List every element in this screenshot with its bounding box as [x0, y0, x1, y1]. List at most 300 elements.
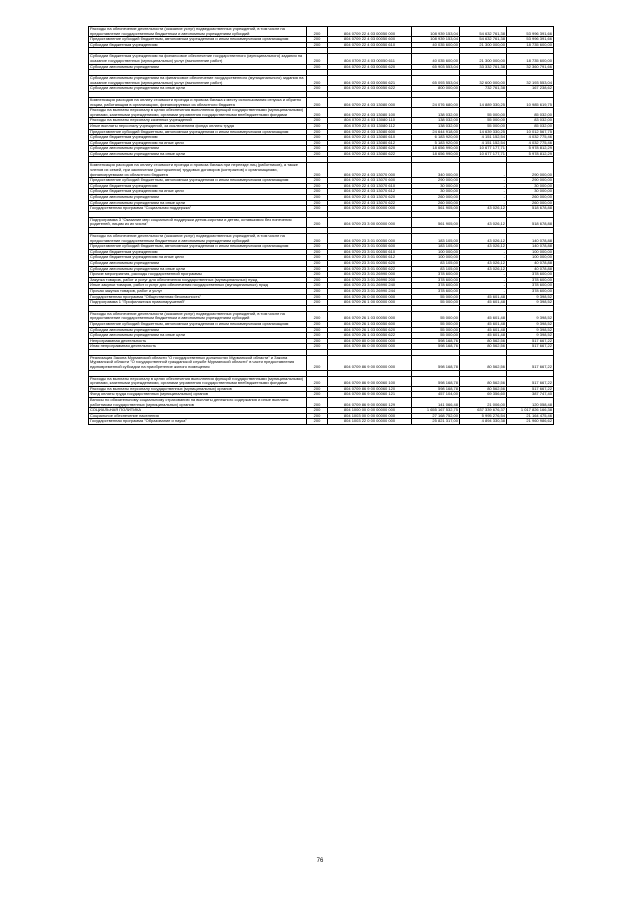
row-code: 200	[307, 327, 328, 333]
row-approved-amount: 5 183 920,00	[412, 140, 460, 146]
row-executed-amount: 21 006,00	[460, 398, 507, 408]
row-description: Подпрограмма 1 "Профилактика правонарушений"	[89, 300, 307, 306]
table-row	[89, 163, 554, 178]
row-description: Субсидии автономным учреждениям	[89, 260, 307, 266]
row-budget-code: 804 0709 23 3 01 00050 000	[328, 234, 412, 244]
row-code: 200	[307, 129, 328, 135]
row-description: Государственная программа "Образование и наука"	[89, 419, 307, 425]
row-description: Иная непрограммная деятельность	[89, 344, 307, 350]
row-description: Субсидии автономным учреждениям	[89, 195, 307, 201]
table-row	[89, 355, 554, 370]
row-budget-code: 804 0709 86 9 00 00000 000	[328, 355, 412, 370]
row-approved-amount: 457 104,00	[412, 392, 460, 398]
row-budget-code: 804 0709 22 4 03 13080 620	[328, 146, 412, 152]
row-unexecuted-amount: 21 960 986,62	[507, 419, 554, 425]
row-description: Расходы на выплаты персоналу государственных (муниципальных) органов	[89, 386, 307, 392]
row-executed-amount: 45 601,48	[460, 327, 507, 333]
row-code: 200	[307, 408, 328, 414]
row-unexecuted-amount: 378 600,00	[507, 277, 554, 283]
row-executed-amount: 45 601,48	[460, 311, 507, 321]
row-description: Расходы на обеспечение деятельности (оказание услуг) подведомственных учреждений, в том числе на предоставление государственным бюджетным и автономным учреждениям субсидий	[89, 311, 307, 321]
row-approved-amount: 108 939 153,04	[412, 27, 460, 37]
row-approved-amount: 598 168,78	[412, 376, 460, 386]
table-body	[89, 27, 554, 425]
row-approved-amount: 378 600,00	[412, 277, 460, 283]
row-executed-amount: 4 894 330,38	[460, 419, 507, 425]
row-executed-amount: 32 600 000,00	[460, 76, 507, 86]
row-code: 200	[307, 178, 328, 184]
row-budget-code: 804 0709 22 4 03 13080 112	[328, 123, 412, 129]
row-executed-amount: 80 562,56	[460, 338, 507, 344]
row-approved-amount: 30 000,00	[412, 189, 460, 195]
table-row	[89, 419, 554, 425]
row-unexecuted-amount: 53 996 391,66	[507, 27, 554, 37]
table-row	[89, 108, 554, 118]
table-row	[89, 76, 554, 86]
row-unexecuted-amount: 378 600,00	[507, 272, 554, 278]
row-executed-amount: 43 026,12	[460, 217, 507, 227]
row-description: Иные закупки товаров, работ и услуг для обеспечения государственных (муниципальных) нужд	[89, 283, 307, 289]
row-code: 200	[307, 386, 328, 392]
row-approved-amount: 378 600,00	[412, 288, 460, 294]
row-unexecuted-amount: 378 600,00	[507, 283, 554, 289]
row-unexecuted-amount: 21 164 475,46	[507, 413, 554, 419]
row-executed-amount: -	[460, 249, 507, 255]
row-code: 200	[307, 189, 328, 195]
table-row	[89, 398, 554, 408]
row-executed-amount: 14 889 330,25	[460, 97, 507, 107]
row-unexecuted-amount: 167 238,62	[507, 86, 554, 92]
row-budget-code: 804 1003 00 0 00 00000 000	[328, 413, 412, 419]
row-code: 200	[307, 108, 328, 118]
row-budget-code: 804 0709 22 4 03 13070 600	[328, 178, 412, 184]
row-description: Расходы на обеспечение деятельности (оказание услуг) подведомственных учреждений, в том числе на предоставление государственным бюджетным и автономным учреждениям субсидий	[89, 27, 307, 37]
row-code: 200	[307, 217, 328, 227]
row-unexecuted-amount: 387 747,40	[507, 392, 554, 398]
row-executed-amount: 732 761,38	[460, 86, 507, 92]
row-code: 200	[307, 135, 328, 141]
table-row	[89, 234, 554, 244]
row-description: Реализация Закона Мурманской области "О государственных должностях Мурманской области" и Закона Мурманской области "О государственной гражданской службе Мурманской области" в части предоставления единовременной субсидии на приобретение жилого помещения	[89, 355, 307, 370]
row-approved-amount: 65 903 553,04	[412, 64, 460, 70]
row-description: Взносы по обязательному социальному страхованию на выплаты денежного содержания и иные выплаты работникам государственных (муниципальных) органов	[89, 398, 307, 408]
row-executed-amount: 43 026,12	[460, 266, 507, 272]
row-unexecuted-amount: 9 398,52	[507, 311, 554, 321]
row-approved-amount: 141 066,48	[412, 398, 460, 408]
row-unexecuted-amount: 518 678,88	[507, 217, 554, 227]
row-approved-amount: 18 656 990,00	[412, 151, 460, 157]
row-budget-code: 804 0709 22 4 03 13080 100	[328, 108, 412, 118]
row-budget-code: 804 0709 22 4 03 00050 000	[328, 27, 412, 37]
row-code: 200	[307, 76, 328, 86]
row-approved-amount: 108 939 153,04	[412, 37, 460, 43]
row-unexecuted-amount: 517 667,22	[507, 338, 554, 344]
row-code: 200	[307, 260, 328, 266]
row-approved-amount: 18 656 990,00	[412, 146, 460, 152]
row-description: Предоставление субсидий бюджетным, автономным учреждениям и иным некоммерческим организациям	[89, 244, 307, 250]
row-executed-amount: 55 000,00	[460, 123, 507, 129]
row-executed-amount: 80 562,56	[460, 386, 507, 392]
row-description: СОЦИАЛЬНАЯ ПОЛИТИКА	[89, 408, 307, 414]
row-budget-code: 804 0709 86 9 00 00060 120	[328, 386, 412, 392]
row-approved-amount: 138 032,00	[412, 108, 460, 118]
row-code: 200	[307, 54, 328, 64]
row-budget-code: 804 0709 86 9 00 00060 121	[328, 392, 412, 398]
row-approved-amount: 340 000,00	[412, 163, 460, 178]
row-budget-code: 804 0709 86 0 00 00000 000	[328, 344, 412, 350]
row-code: 200	[307, 42, 328, 48]
row-budget-code: 804 0709 22 4 03 13080 610	[328, 135, 412, 141]
row-budget-code: 804 0709 86 9 00 00060 129	[328, 398, 412, 408]
row-unexecuted-amount: 140 078,88	[507, 234, 554, 244]
row-description: Расходы на выплаты персоналу в целях обеспечения выполнения функций государственными (муниципальными) органами, казенными учреждениями, органами управления государственными внебюджетными фондами	[89, 376, 307, 386]
row-unexecuted-amount: 85 032,00	[507, 123, 554, 129]
row-code: 200	[307, 27, 328, 37]
row-description: Социальное обеспечение населения	[89, 413, 307, 419]
row-unexecuted-amount: 4 032 775,46	[507, 140, 554, 146]
row-approved-amount: 24 644 918,00	[412, 129, 460, 135]
row-executed-amount: 80 562,56	[460, 355, 507, 370]
row-budget-code: 804 0709 23 3 01 00050 612	[328, 255, 412, 261]
row-executed-amount: 10 677 177,71	[460, 146, 507, 152]
row-budget-code: 804 0709 23 3 01 26990 240	[328, 283, 412, 289]
row-approved-amount: 65 093 553,04	[412, 76, 460, 86]
row-description: Субсидии бюджетным учреждениям	[89, 183, 307, 189]
row-code: 200	[307, 398, 328, 408]
row-unexecuted-amount: 40 078,88	[507, 266, 554, 272]
row-description: Субсидии бюджетным учреждениям на иные цели	[89, 140, 307, 146]
row-code: 200	[307, 272, 328, 278]
row-executed-amount: 45 601,48	[460, 294, 507, 300]
row-unexecuted-amount: 518 678,88	[507, 206, 554, 212]
row-unexecuted-amount: 100 000,00	[507, 249, 554, 255]
row-budget-code: 804 0709 22 4 03 00050 621	[328, 76, 412, 86]
row-approved-amount: 260 000,00	[412, 200, 460, 206]
row-budget-code: 804 0709 26 1 03 00050 620	[328, 327, 412, 333]
row-code: 200	[307, 140, 328, 146]
row-code: 200	[307, 376, 328, 386]
row-budget-code: 804 0709 22 4 03 13070 620	[328, 195, 412, 201]
row-unexecuted-amount: 140 078,88	[507, 244, 554, 250]
row-budget-code: 804 0709 26 0 00 00000 000	[328, 294, 412, 300]
row-unexecuted-amount: 32 360 791,66	[507, 64, 554, 70]
row-executed-amount: -	[460, 283, 507, 289]
row-code: 200	[307, 321, 328, 327]
row-description: Субсидии автономным учреждениям	[89, 64, 307, 70]
row-description: Закупка товаров, работ и услуг для обеспечения государственных (муниципальных) нужд	[89, 277, 307, 283]
row-description: Предоставление субсидий бюджетным, автономным учреждениям и иным некоммерческим организациям	[89, 129, 307, 135]
row-unexecuted-amount: 517 667,22	[507, 355, 554, 370]
row-code: 200	[307, 344, 328, 350]
row-unexecuted-amount: 100 000,00	[507, 255, 554, 261]
row-unexecuted-amount: 9 398,52	[507, 333, 554, 339]
row-executed-amount: 14 639 330,25	[460, 129, 507, 135]
row-description: Непрограммная деятельность	[89, 338, 307, 344]
row-unexecuted-amount: 83 032,00	[507, 118, 554, 124]
row-budget-code: 804 0709 23 3 01 26990 244	[328, 288, 412, 294]
row-budget-code: 804 0709 23 3 01 26990 200	[328, 277, 412, 283]
row-unexecuted-amount: 18 735 600,00	[507, 42, 554, 48]
row-approved-amount: 6 183 920,00	[412, 135, 460, 141]
row-executed-amount: 43 026,12	[460, 206, 507, 212]
row-budget-code: 804 0709 26 1 03 00050 622	[328, 333, 412, 339]
row-budget-code: 804 0709 22 4 03 00050 620	[328, 64, 412, 70]
row-code: 200	[307, 300, 328, 306]
expenditure-table	[88, 26, 554, 425]
row-approved-amount: 55 000,00	[412, 321, 460, 327]
row-description: Субсидии автономным учреждениям на финансовое обеспечение государственного (муниципального) задания на оказание государственных (муниципальных) услуг (выполнение работ)	[89, 76, 307, 86]
row-description: Субсидии автономным учреждениям на иные цели	[89, 266, 307, 272]
row-unexecuted-amount: 85 032,00	[507, 108, 554, 118]
row-unexecuted-amount: 260 000,00	[507, 200, 554, 206]
row-description: Фонд оплаты труда государственных (муниципальных) органов	[89, 392, 307, 398]
row-executed-amount: -	[460, 189, 507, 195]
row-description: Субсидии бюджетным учреждениям на иные цели	[89, 189, 307, 195]
row-budget-code: 804 0709 22 4 03 13080 600	[328, 129, 412, 135]
row-budget-code: 804 1003 22 0 00 00000 000	[328, 419, 412, 425]
row-code: 200	[307, 419, 328, 425]
row-code: 200	[307, 151, 328, 157]
row-approved-amount: 30 000,00	[412, 183, 460, 189]
row-executed-amount: -	[460, 178, 507, 184]
row-code: 200	[307, 244, 328, 250]
row-description: Субсидии автономным учреждениям	[89, 146, 307, 152]
row-executed-amount: -	[460, 277, 507, 283]
row-approved-amount: 55 000,00	[412, 294, 460, 300]
row-description: Государственная программа "Общественная безопасность"	[89, 294, 307, 300]
row-approved-amount: 800 000,00	[412, 86, 460, 92]
row-executed-amount: -	[460, 255, 507, 261]
row-approved-amount: 55 000,00	[412, 333, 460, 339]
row-unexecuted-amount: 517 667,22	[507, 344, 554, 350]
row-code: 200	[307, 146, 328, 152]
row-executed-amount: 43 026,12	[460, 244, 507, 250]
row-unexecuted-amount: 260 000,00	[507, 195, 554, 201]
row-approved-amount: 183 105,00	[412, 234, 460, 244]
row-code: 200	[307, 123, 328, 129]
row-unexecuted-amount: 290 000,00	[507, 178, 554, 184]
row-code: 200	[307, 97, 328, 107]
row-budget-code: 804 0709 22 4 03 13070 612	[328, 189, 412, 195]
row-code: 200	[307, 183, 328, 189]
row-approved-amount: 378 600,00	[412, 283, 460, 289]
row-unexecuted-amount: 18 735 600,00	[507, 54, 554, 64]
row-unexecuted-amount: 9 398,52	[507, 321, 554, 327]
row-approved-amount: 378 600,00	[412, 272, 460, 278]
row-unexecuted-amount: 30 000,00	[507, 183, 554, 189]
row-description: Иные выплаты персоналу учреждений, за исключением фонда оплаты труда	[89, 123, 307, 129]
row-description: Субсидии автономным учреждениям	[89, 327, 307, 333]
row-approved-amount: 561 905,00	[412, 217, 460, 227]
row-executed-amount: 21 300 000,00	[460, 42, 507, 48]
row-code: 200	[307, 277, 328, 283]
row-description: Субсидии бюджетным учреждениям на финансовое обеспечение государственного (муниципального) задания на оказание государственных (муниципальных) услуг (выполнение работ)	[89, 54, 307, 64]
row-budget-code: 804 0709 22 4 03 00050 622	[328, 86, 412, 92]
row-budget-code: 804 0709 23 3 01 00050 622	[328, 266, 412, 272]
row-description: Субсидии бюджетным учреждениям на иные цели	[89, 255, 307, 261]
row-budget-code: 804 0709 26 1 03 00050 000	[328, 311, 412, 321]
row-description: Субсидии бюджетным учреждениям	[89, 42, 307, 48]
row-budget-code: 804 0709 23 3 00 00000 000	[328, 217, 412, 227]
row-unexecuted-amount: 10 985 619,75	[507, 97, 554, 107]
row-approved-amount: 561 905,00	[412, 206, 460, 212]
table-row	[89, 217, 554, 227]
row-executed-amount: -	[460, 163, 507, 178]
row-unexecuted-amount: 4 032 775,46	[507, 135, 554, 141]
row-budget-code: 804 0709 23 3 01 26990 000	[328, 272, 412, 278]
row-code: 200	[307, 288, 328, 294]
row-budget-code: 804 0709 22 4 03 13080 000	[328, 97, 412, 107]
row-unexecuted-amount: 378 600,00	[507, 288, 554, 294]
row-executed-amount: 33 332 761,38	[460, 64, 507, 70]
row-executed-amount: 5 995 276,54	[460, 413, 507, 419]
row-approved-amount: 183 105,00	[412, 244, 460, 250]
report-sheet	[88, 26, 553, 425]
row-executed-amount: 10 677 177,71	[460, 151, 507, 157]
row-executed-amount: 55 000,00	[460, 118, 507, 124]
row-executed-amount: -	[460, 272, 507, 278]
row-approved-amount: 100 000,00	[412, 255, 460, 261]
row-approved-amount: 290 000,00	[412, 178, 460, 184]
row-approved-amount: 138 032,00	[412, 123, 460, 129]
row-code: 200	[307, 355, 328, 370]
row-budget-code: 804 0709 23 3 01 00050 600	[328, 244, 412, 250]
row-approved-amount: 25 821 317,00	[412, 419, 460, 425]
row-budget-code: 804 0709 23 3 01 00050 620	[328, 260, 412, 266]
row-executed-amount: 69 356,60	[460, 392, 507, 398]
row-executed-amount: 45 601,48	[460, 333, 507, 339]
row-budget-code: 804 0709 22 4 03 13070 610	[328, 183, 412, 189]
row-unexecuted-amount: 5 978 812,29	[507, 146, 554, 152]
row-description: Расходы на выплаты персоналу казенных учреждений	[89, 118, 307, 124]
row-description: Прочие мероприятия, расходы государственной программы	[89, 272, 307, 278]
table-row	[89, 27, 554, 37]
row-budget-code: 804 0709 22 4 03 13070 622	[328, 200, 412, 206]
row-unexecuted-amount: 53 996 391,66	[507, 37, 554, 43]
row-code: 200	[307, 195, 328, 201]
row-approved-amount: 27 168 752,00	[412, 413, 460, 419]
row-approved-amount: 138 032,00	[412, 118, 460, 124]
row-code: 200	[307, 64, 328, 70]
row-unexecuted-amount: 30 000,00	[507, 189, 554, 195]
row-description: Субсидии автономным учреждениям на иные цели	[89, 151, 307, 157]
row-code: 200	[307, 249, 328, 255]
table-row	[89, 97, 554, 107]
row-unexecuted-amount: 517 667,22	[507, 386, 554, 392]
row-executed-amount: 45 601,48	[460, 300, 507, 306]
row-description: Расходы на выплаты персоналу в целях обеспечения выполнения функций государственными (муниципальными) органами, казенными учреждениями, органами управления государственными внебюджетными фондами	[89, 108, 307, 118]
row-budget-code: 804 0709 22 4 03 13080 110	[328, 118, 412, 124]
row-budget-code: 804 0709 86 9 00 00060 100	[328, 376, 412, 386]
row-approved-amount: 40 035 600,00	[412, 54, 460, 64]
row-unexecuted-amount: 1 017 826 166,38	[507, 408, 554, 414]
row-approved-amount: 100 000,00	[412, 249, 460, 255]
row-executed-amount: 45 601,48	[460, 321, 507, 327]
row-unexecuted-amount: 120 058,48	[507, 398, 554, 408]
row-code: 200	[307, 392, 328, 398]
row-approved-amount: 55 000,00	[412, 300, 460, 306]
row-unexecuted-amount: 40 078,88	[507, 260, 554, 266]
row-code: 200	[307, 86, 328, 92]
row-executed-amount: 54 632 761,38	[460, 37, 507, 43]
row-budget-code: 804 0709 26 1 03 00050 600	[328, 321, 412, 327]
row-budget-code: 804 0709 22 4 03 13070 000	[328, 163, 412, 178]
row-description: Субсидии автономным учреждениям на иные цели	[89, 86, 307, 92]
row-description: Расходы на обеспечение деятельности (оказание услуг) подведомственных учреждений, в том числе на предоставление государственным бюджетным и автономным учреждениям субсидий	[89, 234, 307, 244]
row-executed-amount: -	[460, 195, 507, 201]
row-code: 200	[307, 294, 328, 300]
row-executed-amount: -	[460, 183, 507, 189]
row-budget-code: 804 0709 80 0 00 00000 000	[328, 338, 412, 344]
row-code: 200	[307, 118, 328, 124]
row-executed-amount: 4 151 152,54	[460, 135, 507, 141]
row-executed-amount: -	[460, 288, 507, 294]
row-executed-amount: 43 026,12	[460, 260, 507, 266]
row-code: 200	[307, 413, 328, 419]
row-approved-amount: 83 105,00	[412, 266, 460, 272]
row-executed-amount: 4 151 152,54	[460, 140, 507, 146]
table-row	[89, 54, 554, 64]
row-code: 200	[307, 37, 328, 43]
row-executed-amount: 21 300 000,00	[460, 54, 507, 64]
row-budget-code: 804 0709 22 4 03 00050 600	[328, 37, 412, 43]
row-budget-code: 804 1000 00 0 00 00000 000	[328, 408, 412, 414]
row-budget-code: 804 0709 22 4 03 00050 611	[328, 54, 412, 64]
row-approved-amount: 40 035 600,00	[412, 42, 460, 48]
row-approved-amount: 598 168,76	[412, 338, 460, 344]
row-unexecuted-amount: 290 000,00	[507, 163, 554, 178]
row-unexecuted-amount: 9 398,52	[507, 300, 554, 306]
row-description: Субсидии бюджетным учреждениям	[89, 135, 307, 141]
row-budget-code: 804 0709 22 4 03 13080 622	[328, 151, 412, 157]
row-executed-amount: 80 562,56	[460, 344, 507, 350]
row-unexecuted-amount: 10 012 567,75	[507, 129, 554, 135]
row-description: Предоставление субсидий бюджетным, автономным учреждениям и иным некоммерческим организациям	[89, 178, 307, 184]
row-budget-code: 804 0709 23 0 00 00000 000	[328, 206, 412, 212]
row-description: Компенсация расходов на оплату стоимости проезда и провоза багажа к месту использования отпуска и обратно лицам, работающим в организациях, финансируемых из областного бюджета	[89, 97, 307, 107]
table-row	[89, 376, 554, 386]
row-approved-amount: 598 168,78	[412, 355, 460, 370]
row-unexecuted-amount: 517 667,22	[507, 376, 554, 386]
row-code: 200	[307, 333, 328, 339]
row-budget-code: 804 0709 22 4 03 00050 610	[328, 42, 412, 48]
row-code: 200	[307, 311, 328, 321]
row-unexecuted-amount: 9 398,52	[507, 294, 554, 300]
row-description: Компенсация расходов на оплату стоимости проезда и провоза багажа при переезде лиц (работников), а также членов их семей, при заключении (расторжении) трудовых договоров (контрактов) с организациями, финансируемыми из областного бюджета	[89, 163, 307, 178]
row-code: 200	[307, 234, 328, 244]
row-description: Прочая закупка товаров, работ и услуг	[89, 288, 307, 294]
row-description: Субсидии автономным учреждениям на иные цели	[89, 200, 307, 206]
row-budget-code: 804 0709 22 4 03 13080 612	[328, 140, 412, 146]
row-approved-amount: 55 000,00	[412, 311, 460, 321]
page-number: 76	[316, 858, 324, 864]
row-executed-amount: 54 632 761,38	[460, 27, 507, 37]
row-approved-amount: 1 655 167 532,75	[412, 408, 460, 414]
row-description: Субсидии автономным учреждениям на иные цели	[89, 333, 307, 339]
row-executed-amount: 80 562,56	[460, 376, 507, 386]
row-code: 200	[307, 266, 328, 272]
row-code: 200	[307, 255, 328, 261]
table-row	[89, 311, 554, 321]
row-code: 200	[307, 200, 328, 206]
row-description: Субсидии бюджетным учреждениям	[89, 249, 307, 255]
row-approved-amount: 598 168,78	[412, 386, 460, 392]
row-code: 200	[307, 283, 328, 289]
row-budget-code: 804 0709 26 1 00 00000 000	[328, 300, 412, 306]
row-approved-amount: 83 105,00	[412, 260, 460, 266]
row-approved-amount: 598 168,76	[412, 344, 460, 350]
row-code: 200	[307, 163, 328, 178]
